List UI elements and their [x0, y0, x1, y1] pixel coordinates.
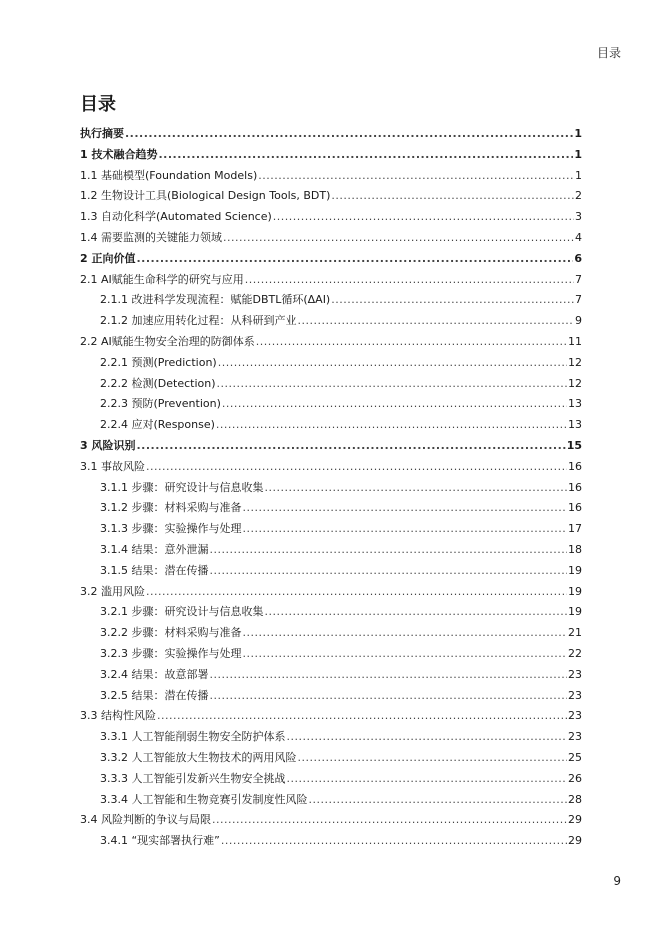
toc-entry[interactable] — [80, 790, 582, 811]
toc-dot-leader — [216, 415, 567, 436]
toc-entry[interactable] — [80, 436, 582, 457]
toc-entry[interactable] — [80, 498, 582, 519]
toc-entry-page: 16 — [568, 459, 582, 473]
toc-dot-leader — [331, 186, 574, 207]
toc-entry-label: 3.1.3 步骤：实验操作与处理 — [100, 522, 242, 536]
toc-dot-leader — [223, 228, 574, 249]
toc-entry-page: 29 — [568, 834, 582, 848]
toc-entry-page: 9 — [575, 314, 582, 328]
toc-dot-leader — [297, 311, 574, 332]
toc-entry[interactable] — [80, 665, 582, 686]
toc-entry-label: 1 技术融合趋势 — [80, 147, 158, 161]
toc-entry-label: 执行摘要 — [80, 127, 124, 140]
toc-entry[interactable] — [80, 686, 582, 707]
toc-entry-label: 3.1.4 结果：意外泄漏 — [100, 542, 209, 556]
toc-entry[interactable] — [80, 415, 582, 436]
toc-entry-page: 22 — [568, 646, 582, 660]
toc-entry[interactable] — [80, 540, 582, 561]
toc-entry-label: 3.4.1 “现实部署执行难” — [100, 834, 220, 848]
toc-entry-page: 18 — [568, 542, 582, 556]
toc-entry[interactable] — [80, 519, 582, 540]
toc-entry-label: 2.2.3 预防(Prevention) — [100, 397, 221, 411]
toc-entry[interactable] — [80, 623, 582, 644]
toc-entry-page: 19 — [568, 605, 582, 619]
toc-entry-page: 1 — [574, 147, 582, 161]
toc-entry-page: 25 — [568, 750, 582, 764]
toc-entry-label: 2.2.2 检测(Detection) — [100, 376, 216, 390]
toc-entry-page: 23 — [568, 709, 582, 723]
toc-entry-page: 15 — [566, 438, 582, 452]
toc-entry[interactable] — [80, 186, 582, 207]
toc-entry[interactable] — [80, 727, 582, 748]
toc-dot-leader — [158, 145, 573, 166]
toc-entry-label: 3.3.4 人工智能和生物竞赛引发制度性风险 — [100, 792, 308, 806]
toc-entry[interactable] — [80, 582, 582, 603]
toc-dot-leader — [157, 706, 567, 727]
toc-dot-leader — [218, 353, 567, 374]
toc-dot-leader — [308, 790, 567, 811]
toc-entry-label: 3 风险识别 — [80, 438, 136, 452]
toc-entry-label: 1.3 自动化科学(Automated Science) — [80, 210, 272, 224]
toc-entry[interactable] — [80, 644, 582, 665]
toc-dot-leader — [265, 602, 568, 623]
toc-entry-label: 2 正向价值 — [80, 251, 136, 265]
toc-entry[interactable] — [80, 124, 582, 145]
toc-dot-leader — [125, 124, 573, 145]
toc-entry-label: 3.3.3 人工智能引发新兴生物安全挑战 — [100, 771, 286, 785]
toc-entry[interactable] — [80, 831, 582, 852]
toc-dot-leader — [210, 665, 568, 686]
toc-entry-page: 1 — [575, 168, 582, 182]
toc-dot-leader — [146, 582, 567, 603]
toc-entry-page: 26 — [568, 771, 582, 785]
toc-entry-page: 13 — [568, 397, 582, 411]
toc-entry-label: 1.1 基础模型(Foundation Models) — [80, 168, 258, 182]
toc-entry-label: 3.4 风险判断的争议与局限 — [80, 813, 211, 827]
toc-entry[interactable] — [80, 249, 582, 270]
toc-dot-leader — [286, 727, 567, 748]
toc-entry-label: 2.2.1 预测(Prediction) — [100, 355, 217, 369]
toc-entry-label: 3.3 结构性风险 — [80, 709, 156, 723]
toc-entry-page: 2 — [575, 189, 582, 203]
toc-entry-page: 16 — [568, 480, 582, 494]
toc-entry-label: 2.1.2 加速应用转化过程：从科研到产业 — [100, 314, 297, 328]
toc-dot-leader — [243, 519, 568, 540]
toc-dot-leader — [136, 249, 573, 270]
toc-entry-label: 2.1 AI赋能生命科学的研究与应用 — [80, 272, 244, 286]
toc-entry[interactable] — [80, 145, 582, 166]
toc-entry-label: 2.2.4 应对(Response) — [100, 418, 215, 432]
toc-entry-label: 3.2.3 步骤：实验操作与处理 — [100, 646, 242, 660]
toc-dot-leader — [243, 623, 568, 644]
toc-dot-leader — [243, 644, 568, 665]
toc-entry[interactable] — [80, 374, 582, 395]
toc-entry-label: 3.2.5 结果：潜在传播 — [100, 688, 209, 702]
toc-entry[interactable] — [80, 561, 582, 582]
toc-entry-page: 4 — [575, 230, 582, 244]
toc-entry-label: 3.2.1 步骤：研究设计与信息收集 — [100, 605, 264, 619]
toc-entry-label: 3.2 滥用风险 — [80, 584, 145, 598]
toc-entry[interactable] — [80, 394, 582, 415]
toc-entry-label: 3.3.1 人工智能削弱生物安全防护体系 — [100, 730, 286, 744]
toc-entry-label: 1.2 生物设计工具(Biological Design Tools, BDT) — [80, 189, 331, 203]
toc-entry-label: 3.1.5 结果：潜在传播 — [100, 563, 209, 577]
toc-entry[interactable] — [80, 810, 582, 831]
toc-entry-page: 16 — [568, 501, 582, 515]
toc-entry[interactable] — [80, 457, 582, 478]
toc-dot-leader — [212, 810, 567, 831]
toc-dot-leader — [210, 540, 568, 561]
page-number: 9 — [613, 874, 621, 888]
toc-entry-page: 6 — [574, 251, 582, 265]
toc-dot-leader — [136, 436, 565, 457]
toc-entry[interactable] — [80, 311, 582, 332]
toc-entry-label: 3.2.2 步骤：材料采购与准备 — [100, 626, 242, 640]
toc-entry-label: 3.1 事故风险 — [80, 459, 145, 473]
toc-entry[interactable] — [80, 270, 582, 291]
toc-entry-page: 23 — [568, 730, 582, 744]
toc-entry[interactable] — [80, 290, 582, 311]
toc-entry[interactable] — [80, 602, 582, 623]
toc-entry-label: 3.3.2 人工智能放大生物技术的两用风险 — [100, 750, 297, 764]
toc-dot-leader — [243, 498, 568, 519]
toc-entry-page: 19 — [568, 584, 582, 598]
toc-entry-page: 7 — [575, 272, 582, 286]
toc-dot-leader — [331, 290, 574, 311]
toc-entry[interactable] — [80, 748, 582, 769]
toc-entry-label: 2.2 AI赋能生物安全治理的防御体系 — [80, 334, 255, 348]
toc-entry-label: 3.1.2 步骤：材料采购与准备 — [100, 501, 242, 515]
toc-entry[interactable] — [80, 769, 582, 790]
toc-dot-leader — [273, 207, 574, 228]
running-header: 目录 — [596, 46, 621, 60]
toc-dot-leader — [210, 686, 568, 707]
toc-entry-label: 3.1.1 步骤：研究设计与信息收集 — [100, 480, 264, 494]
toc-entry-page: 21 — [568, 626, 582, 640]
page-title: 目录 — [80, 94, 116, 115]
toc-entry-page: 23 — [568, 688, 582, 702]
toc-entry[interactable] — [80, 166, 582, 187]
toc-entry-label: 2.1.1 改进科学发现流程：赋能DBTL循环(ΔAI) — [100, 293, 331, 307]
toc-entry-page: 23 — [568, 667, 582, 681]
toc-dot-leader — [245, 270, 574, 291]
toc-entry-page: 17 — [568, 522, 582, 536]
toc-entry-label: 3.2.4 结果：故意部署 — [100, 667, 209, 681]
toc-entry-page: 7 — [575, 293, 582, 307]
toc-entry[interactable] — [80, 353, 582, 374]
toc-dot-leader — [217, 374, 567, 395]
toc-dot-leader — [265, 478, 568, 499]
toc-dot-leader — [221, 831, 567, 852]
toc-entry-page: 12 — [568, 376, 582, 390]
toc-entry-page: 29 — [568, 813, 582, 827]
table-of-contents — [80, 124, 582, 852]
toc-entry-label: 1.4 需要监测的关键能力领域 — [80, 230, 222, 244]
toc-dot-leader — [146, 457, 567, 478]
toc-dot-leader — [210, 561, 568, 582]
toc-entry-page: 28 — [568, 792, 582, 806]
toc-dot-leader — [222, 394, 567, 415]
toc-dot-leader — [258, 166, 574, 187]
toc-dot-leader — [286, 769, 567, 790]
toc-entry-page: 1 — [574, 127, 582, 140]
toc-entry[interactable] — [80, 228, 582, 249]
toc-entry-page: 12 — [568, 355, 582, 369]
toc-entry-page: 19 — [568, 563, 582, 577]
toc-dot-leader — [297, 748, 567, 769]
toc-entry-page: 3 — [575, 210, 582, 224]
toc-dot-leader — [256, 332, 567, 353]
toc-entry-page: 13 — [568, 418, 582, 432]
toc-entry[interactable] — [80, 332, 582, 353]
toc-entry[interactable] — [80, 207, 582, 228]
toc-entry[interactable] — [80, 478, 582, 499]
toc-entry-page: 11 — [568, 334, 582, 348]
toc-entry[interactable] — [80, 706, 582, 727]
